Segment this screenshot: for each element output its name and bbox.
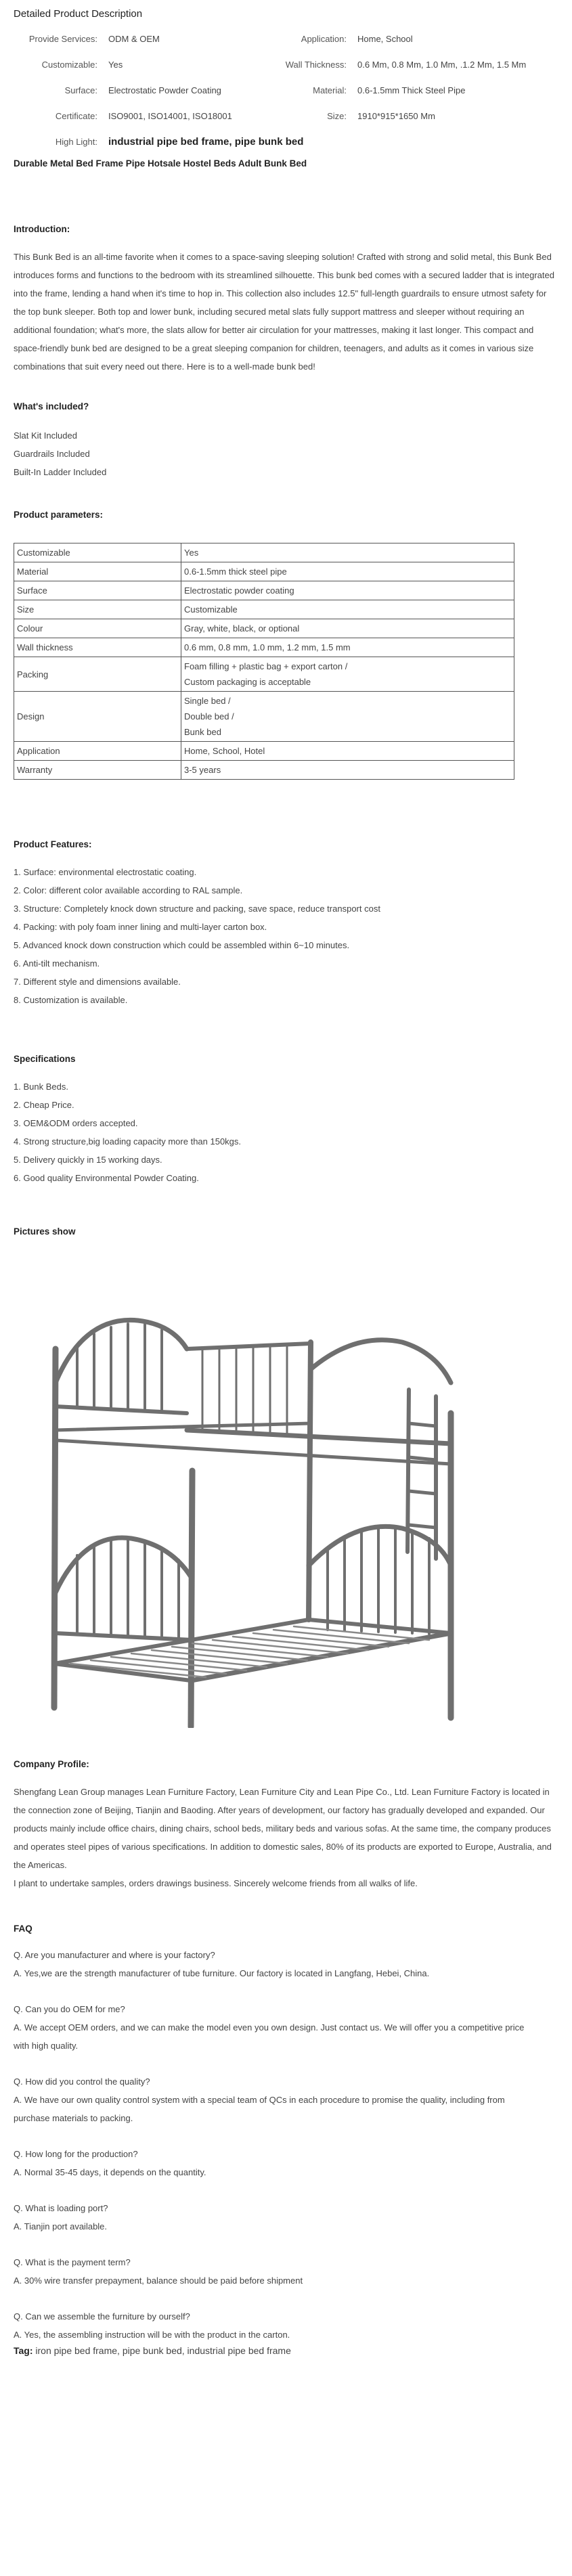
spec-value: 1910*915*1650 Mm bbox=[357, 110, 435, 121]
faq-item bbox=[14, 2000, 558, 2055]
features-heading: Product Features: bbox=[14, 839, 92, 849]
included-list bbox=[14, 426, 558, 481]
parameter-value: Home, School, Hotel bbox=[184, 746, 265, 756]
parameter-name: Packing bbox=[14, 657, 181, 692]
faq-answer: A. Normal 35-45 days, it depends on the quantity. bbox=[14, 2167, 206, 2177]
parameter-row bbox=[14, 619, 514, 638]
spec-value: Electrostatic Powder Coating bbox=[108, 85, 221, 95]
parameter-row bbox=[14, 657, 514, 692]
tag-line bbox=[14, 2345, 558, 2356]
included-item: Guardrails Included bbox=[14, 449, 90, 459]
spec-value: 0.6-1.5mm Thick Steel Pipe bbox=[357, 85, 466, 95]
faq-item bbox=[14, 2253, 558, 2290]
product-title: Durable Metal Bed Frame Pipe Hotsale Hostel Beds Adult Bunk Bed bbox=[14, 158, 307, 169]
company-text-2: I plant to undertake samples, orders drawings business. Sincerely welcome friends from all walks of life. bbox=[14, 1878, 418, 1888]
spec-key: Provide Services: bbox=[28, 33, 97, 44]
parameter-row bbox=[14, 638, 514, 657]
spec-key: Material: bbox=[313, 85, 347, 95]
parameter-name: Size bbox=[14, 600, 181, 619]
parameter-value-cell bbox=[181, 600, 514, 619]
parameter-value-cell bbox=[181, 619, 514, 638]
faq-question: Q. How long for the production? bbox=[14, 2149, 138, 2159]
parameter-row bbox=[14, 581, 514, 600]
section-header: Detailed Product Description bbox=[14, 8, 143, 20]
parameter-value: 0.6 mm, 0.8 mm, 1.0 mm, 1.2 mm, 1.5 mm bbox=[184, 642, 351, 652]
parameter-name: Colour bbox=[14, 619, 181, 638]
parameter-row bbox=[14, 692, 514, 742]
faq-heading: FAQ bbox=[14, 1924, 32, 1934]
parameter-name: Wall thickness bbox=[14, 638, 181, 657]
parameter-value-cell bbox=[181, 742, 514, 761]
feature-item: 7. Different style and dimensions available. bbox=[14, 977, 181, 987]
parameter-value: Double bed / bbox=[184, 711, 234, 721]
faq-item bbox=[14, 2072, 558, 2127]
specifications-list bbox=[14, 1078, 558, 1187]
spec-value: ISO9001, ISO14001, ISO18001 bbox=[108, 110, 232, 121]
specification-item: 4. Strong structure,big loading capacity more than 150kgs. bbox=[14, 1136, 242, 1147]
specifications-heading: Specifications bbox=[14, 1054, 76, 1064]
feature-item: 6. Anti-tilt mechanism. bbox=[14, 958, 100, 969]
parameter-value: Customizable bbox=[184, 604, 238, 615]
tag-value[interactable]: iron pipe bed frame, pipe bunk bed, industrial pipe bed frame bbox=[35, 2345, 291, 2356]
introduction-heading: Introduction: bbox=[14, 224, 70, 234]
specification-item: 5. Delivery quickly in 15 working days. bbox=[14, 1155, 162, 1165]
parameter-row bbox=[14, 761, 514, 780]
spec-key: Application: bbox=[301, 33, 347, 44]
faq-item bbox=[14, 1946, 558, 1982]
included-item: Built-In Ladder Included bbox=[14, 467, 107, 477]
spec-value: Yes bbox=[108, 59, 123, 70]
parameter-value: Custom packaging is acceptable bbox=[184, 677, 311, 687]
feature-item: 4. Packing: with poly foam inner lining and multi-layer carton box. bbox=[14, 922, 267, 932]
parameter-value-cell bbox=[181, 562, 514, 581]
parameter-value-cell bbox=[181, 638, 514, 657]
included-item: Slat Kit Included bbox=[14, 430, 77, 441]
parameter-value-cell bbox=[181, 761, 514, 780]
faq-list bbox=[14, 1946, 558, 2344]
parameter-value: Electrostatic powder coating bbox=[184, 585, 294, 596]
company-heading: Company Profile: bbox=[14, 1759, 89, 1769]
high-light-value: industrial pipe bed frame, pipe bunk bed bbox=[108, 135, 304, 148]
spec-key: Wall Thickness: bbox=[285, 59, 347, 70]
faq-item bbox=[14, 2199, 558, 2236]
faq-answer: purchase materials to packing. bbox=[14, 2113, 133, 2123]
parameter-name: Material bbox=[14, 562, 181, 581]
parameters-table bbox=[14, 543, 514, 780]
introduction-text: This Bunk Bed is an all-time favorite when it comes to a space-saving sleeping solution! Crafted with strong and solid metal, this Bunk Bed introduces forms and functions to the bedroom with its streamlined silhouette. This bunk bed comes with a secured ladder that is integrated into the frame, lending a hand when it's time to hop in. This collection also includes 12.5" full-length guardrails to ensure utmost safety for the top bunk sleeper. Both top and lower bunk, including secured metal slats fully support mattress and sleeper without requiring an additional foundation; what's more, the slats allow for better air circulation for your mattresses, making it last longer. This compact and space-friendly bunk bed are designed to be a great sleeping companion for children, teenagers, and adults as it comes in various size combinations that suit every need out there. Here is to a well-made bunk bed! bbox=[14, 252, 554, 372]
parameter-name: Application bbox=[14, 742, 181, 761]
spec-value: ODM & OEM bbox=[108, 33, 160, 44]
parameter-value: Bunk bed bbox=[184, 727, 221, 737]
faq-question: Q. What is the payment term? bbox=[14, 2257, 131, 2267]
feature-item: 2. Color: different color available according to RAL sample. bbox=[14, 885, 243, 895]
spec-key: Customizable: bbox=[41, 59, 97, 70]
faq-answer: A. Yes, the assembling instruction will be with the product in the carton. bbox=[14, 2330, 290, 2340]
high-light-label: High Light: bbox=[55, 136, 97, 147]
company-text: Shengfang Lean Group manages Lean Furniture Factory, Lean Furniture City and Lean Pipe Co., Ltd. Lean Furniture Factory is located in the connection zone of Beijing, Tianjin and Baoding. After years of development, our factory has gradually developed and expanded. Our products mainly include office chairs, dining chairs, school beds, military beds and various sofas. At the same time, the company produces and operates steel pipes of various specifications. In addition to domestic sales, 80% of its products are exported to Europe, Australia, and the Americas. bbox=[14, 1787, 552, 1870]
parameter-row bbox=[14, 543, 514, 562]
parameter-value: Foam filling + plastic bag + export carton / bbox=[184, 661, 348, 671]
parameter-value-cell bbox=[181, 543, 514, 562]
faq-question: Q. Can you do OEM for me? bbox=[14, 2004, 125, 2014]
spec-key: Surface: bbox=[64, 85, 97, 95]
spec-value: 0.6 Mm, 0.8 Mm, 1.0 Mm, .1.2 Mm, 1.5 Mm bbox=[357, 59, 527, 70]
specification-item: 2. Cheap Price. bbox=[14, 1100, 74, 1110]
parameter-value: Gray, white, black, or optional bbox=[184, 623, 300, 634]
feature-item: 8. Customization is available. bbox=[14, 995, 128, 1005]
specification-item: 1. Bunk Beds. bbox=[14, 1082, 68, 1092]
spec-key: Size: bbox=[327, 110, 347, 121]
feature-item: 5. Advanced knock down construction which could be assembled within 6~10 minutes. bbox=[14, 940, 350, 950]
parameter-name: Design bbox=[14, 692, 181, 742]
spec-key: Certificate: bbox=[55, 110, 97, 121]
faq-question: Q. How did you control the quality? bbox=[14, 2077, 150, 2087]
faq-question: Q. Are you manufacturer and where is your factory? bbox=[14, 1950, 215, 1960]
parameter-name: Customizable bbox=[14, 543, 181, 562]
parameter-value-cell bbox=[181, 692, 514, 742]
parameter-row bbox=[14, 562, 514, 581]
parameter-value-cell bbox=[181, 581, 514, 600]
faq-answer: A. We have our own quality control system with a special team of QCs in each procedure to promise the quality, including from bbox=[14, 2095, 505, 2105]
spec-grid bbox=[19, 26, 548, 154]
features-list bbox=[14, 863, 558, 1009]
spec-row bbox=[19, 26, 548, 51]
parameter-row bbox=[14, 742, 514, 761]
faq-item bbox=[14, 2307, 558, 2344]
faq-answer: A. We accept OEM orders, and we can make the model even you own design. Just contact us. We will offer you a competitive price bbox=[14, 2022, 525, 2033]
spec-row bbox=[19, 77, 548, 103]
parameter-value: Single bed / bbox=[184, 696, 231, 706]
faq-answer: A. Tianjin port available. bbox=[14, 2221, 108, 2231]
feature-item: 3. Structure: Completely knock down structure and packing, save space, reduce transport cost bbox=[14, 904, 380, 914]
feature-item: 1. Surface: environmental electrostatic coating. bbox=[14, 867, 197, 877]
parameter-name: Warranty bbox=[14, 761, 181, 780]
parameters-heading: Product parameters: bbox=[14, 510, 104, 520]
parameter-value: 3-5 years bbox=[184, 765, 221, 775]
pictures-heading: Pictures show bbox=[14, 1226, 76, 1237]
bunk-bed-image bbox=[37, 1268, 463, 1728]
faq-answer: A. Yes,we are the strength manufacturer of tube furniture. Our factory is located in Langfang, Hebei, China. bbox=[14, 1968, 430, 1978]
parameter-value: 0.6-1.5mm thick steel pipe bbox=[184, 567, 287, 577]
parameter-value-cell bbox=[181, 657, 514, 692]
parameter-name: Surface bbox=[14, 581, 181, 600]
parameter-row bbox=[14, 600, 514, 619]
spec-row bbox=[19, 51, 548, 77]
bunk-bed-illustration bbox=[37, 1268, 463, 1728]
included-heading: What's included? bbox=[14, 401, 89, 412]
specification-item: 3. OEM&ODM orders accepted. bbox=[14, 1118, 138, 1128]
parameter-value: Yes bbox=[184, 548, 199, 558]
spec-value: Home, School bbox=[357, 33, 413, 44]
faq-item bbox=[14, 2145, 558, 2181]
faq-question: Q. Can we assemble the furniture by ourself? bbox=[14, 2311, 190, 2322]
spec-row bbox=[19, 103, 548, 129]
specification-item: 6. Good quality Environmental Powder Coating. bbox=[14, 1173, 199, 1183]
tag-label: Tag: bbox=[14, 2345, 33, 2356]
faq-answer: with high quality. bbox=[14, 2041, 79, 2051]
faq-answer: A. 30% wire transfer prepayment, balance should be paid before shipment bbox=[14, 2275, 303, 2286]
faq-question: Q. What is loading port? bbox=[14, 2203, 108, 2213]
